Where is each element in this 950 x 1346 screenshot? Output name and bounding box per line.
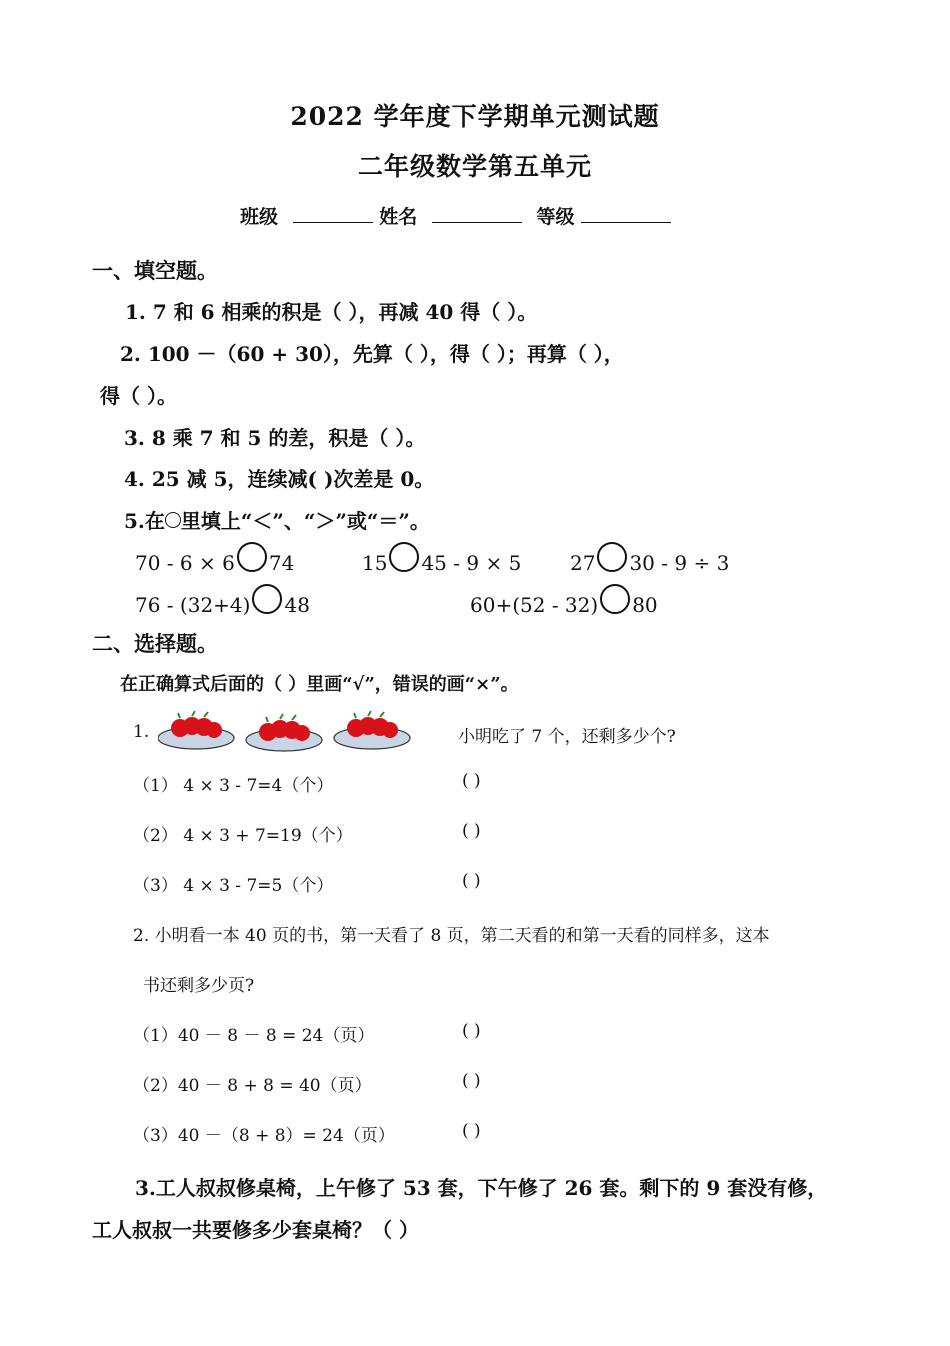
section2-heading: 二、选择题。 [92,631,218,656]
page-title: 2022 学年度下学期单元测试题 [290,102,660,131]
student-info-row [240,202,671,229]
question-1-3: 3. 8 乘 7 和 5 的差，积是（ ）。 [124,426,426,450]
question-1-1: 1. 7 和 6 相乘的积是（ ），再减 40 得（ ）。 [125,300,538,324]
problem-3-line2: 工人叔叔一共要修多少套桌椅？（ ） [92,1218,419,1242]
compare-circle[interactable] [389,542,419,572]
p1-option-2: （2） 4 × 3 + 7=19（个） [133,826,353,846]
problem-1-question: 小明吃了 7 个，还剩多少个? [458,727,676,747]
compare-item-5: 60+(52 - 32) 80 [470,584,658,617]
question-1-5: 5.在 里填上“＜”、“＞”或“＝”。 [124,509,430,533]
p2-answer-paren-1[interactable]: ( ) [462,1021,481,1041]
p1-option-3: （3） 4 × 3 - 7=5（个） [133,876,334,896]
p1-answer-paren-2[interactable]: ( ) [462,821,481,841]
name-field[interactable] [432,204,522,223]
compare-item-1: 70 - 6 × 6 74 [135,542,294,575]
compare-circle[interactable] [237,542,267,572]
problem-2-line2: 书还剩多少页? [143,976,255,996]
section1-heading: 一、填空题。 [92,258,218,283]
section2-instruction: 在正确算式后面的（ ）里画“√”，错误的画“×”。 [120,674,519,695]
compare-item-4: 76 - (32+4) 48 [135,584,310,617]
apple-plate-2 [246,714,322,751]
p1-answer-paren-1[interactable]: ( ) [462,771,481,791]
compare-circle[interactable] [597,542,627,572]
grade-field[interactable] [581,204,671,223]
compare-item-2: 15 45 - 9 × 5 [362,542,521,575]
grade-label: 等级 [536,206,575,228]
page-subtitle: 二年级数学第五单元 [357,152,592,181]
compare-item-3: 27 30 - 9 ÷ 3 [570,542,729,575]
p1-answer-paren-3[interactable]: ( ) [462,871,481,891]
p1-option-1: （1） 4 × 3 - 7=4（个） [133,776,334,796]
p2-answer-paren-2[interactable]: ( ) [462,1071,481,1091]
question-1-2-line1: 2. 100 －（60 + 30），先算（ ），得（ ）；再算（ ）， [120,342,624,366]
class-field[interactable] [293,204,373,223]
p2-option-3: （3）40 －（8 + 8）= 24（页） [133,1126,395,1146]
compare-circle[interactable] [600,584,630,614]
apple-plate-3 [334,711,410,749]
compare-circle[interactable] [252,584,282,614]
problem-3-line1: 3.工人叔叔修桌椅，上午修了 53 套，下午修了 26 套。剩下的 9 套没有修， [135,1176,828,1200]
name-label: 姓名 [379,206,418,228]
question-1-4: 4. 25 减 5，连续减( )次差是 0。 [124,467,435,491]
class-label: 班级 [240,206,279,228]
problem-2-line1: 2. 小明看一本 40 页的书，第一天看了 8 页，第二天看的和第一天看的同样多，这本 [133,926,770,946]
question-1-2-line2: 得（ ）。 [100,384,177,408]
apple-plates-illustration [158,702,418,754]
p2-answer-paren-3[interactable]: ( ) [462,1121,481,1141]
circle-icon [165,512,181,528]
problem-1-number: 1. [133,722,150,742]
apple-plate-1 [158,711,234,749]
p2-option-1: （1）40 － 8 － 8 = 24（页） [133,1026,375,1046]
p2-option-2: （2）40 － 8 + 8 = 40（页） [133,1076,372,1096]
